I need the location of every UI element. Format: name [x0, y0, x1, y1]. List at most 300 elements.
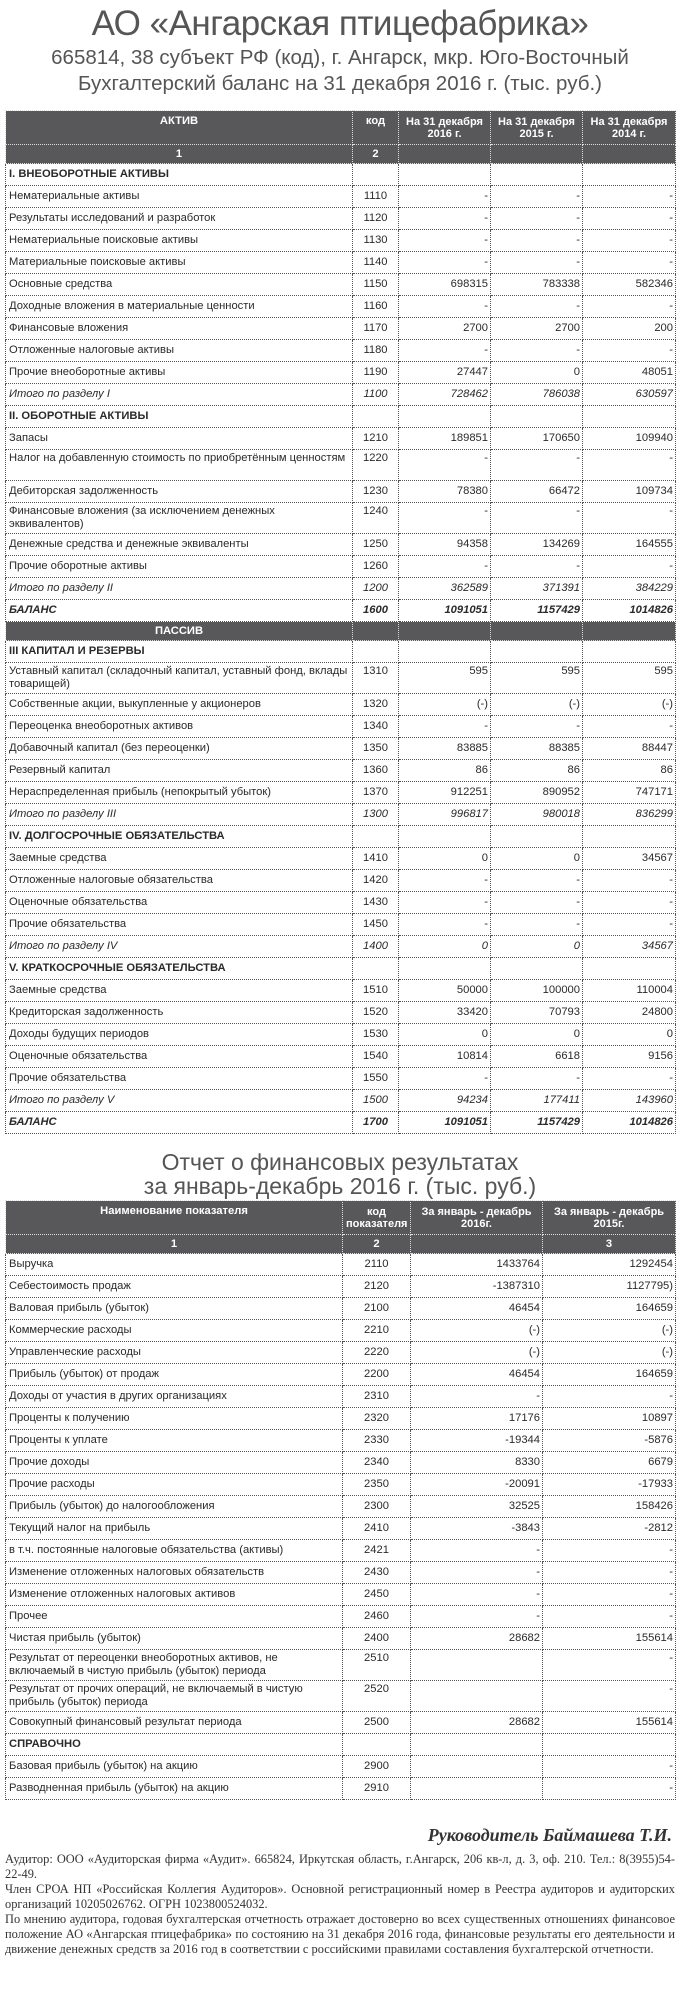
value-v2015: 0 [491, 1024, 583, 1046]
table-row [6, 1474, 676, 1496]
passive-header: ПАССИВ [6, 622, 353, 641]
value-v2015: -5876 [543, 1430, 676, 1452]
column-number [399, 145, 491, 164]
value-v2016: -19344 [411, 1430, 543, 1452]
value-v2014: - [583, 230, 676, 252]
row-name: Чистая прибыль (убыток) [6, 1628, 343, 1650]
row-name: Управленческие расходы [6, 1342, 343, 1364]
value-v2014: 836299 [583, 804, 676, 826]
value-v2016: - [399, 503, 491, 534]
row-name: Текущий налог на прибыль [6, 1518, 343, 1540]
value-v2015 [491, 641, 583, 663]
table-row [6, 1298, 676, 1320]
row-name: Отложенные налоговые обязательства [6, 870, 353, 892]
value-v2014: 1014826 [583, 1112, 676, 1134]
financial-header-row [6, 1201, 676, 1235]
value-v2015 [491, 826, 583, 848]
value-v2015: - [543, 1681, 676, 1712]
row-name: Финансовые вложения (за исключением денежных эквивалентов) [6, 503, 353, 534]
value-v2015: (-) [491, 694, 583, 716]
row-code: 1360 [353, 760, 399, 782]
value-v2015: 170650 [491, 428, 583, 450]
row-name: Итого по разделу II [6, 578, 353, 600]
value-v2016: - [399, 208, 491, 230]
row-code: 1300 [353, 804, 399, 826]
row-code: 2900 [343, 1756, 411, 1778]
value-v2016: (-) [411, 1320, 543, 1342]
value-v2015: - [491, 252, 583, 274]
value-v2014: - [583, 870, 676, 892]
value-v2016: 595 [399, 663, 491, 694]
value-v2015: 177411 [491, 1090, 583, 1112]
row-code: 2120 [343, 1276, 411, 1298]
column-number [491, 145, 583, 164]
value-v2014: 109940 [583, 428, 676, 450]
row-code: 1240 [353, 503, 399, 534]
subtotal-row [6, 804, 676, 826]
value-v2014: - [583, 186, 676, 208]
balance-sheet-title: Бухгалтерский баланс на 31 декабря 2016 г. (тыс. руб.) [78, 72, 602, 95]
subtotal-row [6, 384, 676, 406]
value-v2016: 94234 [399, 1090, 491, 1112]
column-number: 1 [6, 145, 353, 164]
row-name: Нематериальные активы [6, 186, 353, 208]
row-code: 1260 [353, 556, 399, 578]
value-v2016 [399, 826, 491, 848]
value-v2015: - [543, 1650, 676, 1681]
table-row [6, 296, 676, 318]
value-v2015: (-) [543, 1342, 676, 1364]
value-v2016 [411, 1650, 543, 1681]
row-name: Отложенные налоговые активы [6, 340, 353, 362]
value-v2015: 66472 [491, 481, 583, 503]
column-header-2014: На 31 декабря 2014 г. [583, 111, 676, 145]
row-name: Финансовые вложения [6, 318, 353, 340]
row-name: Валовая прибыль (убыток) [6, 1298, 343, 1320]
row-code: 2500 [343, 1712, 411, 1734]
value-v2015: 155614 [543, 1712, 676, 1734]
value-v2014: 630597 [583, 384, 676, 406]
value-v2014: 34567 [583, 848, 676, 870]
value-v2015: - [543, 1606, 676, 1628]
value-v2014: 48051 [583, 362, 676, 384]
table-row [6, 663, 676, 694]
value-v2014: - [583, 716, 676, 738]
row-code: 2320 [343, 1408, 411, 1430]
value-v2015: 6679 [543, 1452, 676, 1474]
value-v2015: - [543, 1584, 676, 1606]
value-v2016: 2700 [399, 318, 491, 340]
row-name: II. ОБОРОТНЫЕ АКТИВЫ [6, 406, 353, 428]
row-code: 2300 [343, 1496, 411, 1518]
value-v2015 [491, 406, 583, 428]
table-row [6, 503, 676, 534]
row-code: 1450 [353, 914, 399, 936]
table-row [6, 1650, 676, 1681]
value-v2016: - [411, 1540, 543, 1562]
row-code: 2110 [343, 1254, 411, 1276]
table-row [6, 208, 676, 230]
value-v2015 [491, 958, 583, 980]
value-v2016 [399, 958, 491, 980]
row-code: 2430 [343, 1562, 411, 1584]
value-v2016: 0 [399, 936, 491, 958]
table-row [6, 450, 676, 481]
value-v2016: - [399, 230, 491, 252]
value-v2015: - [491, 450, 583, 481]
director-signature: Руководитель Баймашева Т.И. [427, 1825, 672, 1845]
value-v2015: 595 [491, 663, 583, 694]
row-name: БАЛАНС [6, 1112, 353, 1134]
company-address: 665814, 38 субъект РФ (код), г. Ангарск, мкр. Юго-Восточный [51, 46, 629, 69]
value-v2015: 980018 [491, 804, 583, 826]
table-row [6, 1002, 676, 1024]
column-number: 3 [543, 1235, 676, 1254]
value-v2016: 362589 [399, 578, 491, 600]
value-v2014: - [583, 252, 676, 274]
value-v2015: - [491, 556, 583, 578]
value-v2016: - [411, 1562, 543, 1584]
header-cell [583, 622, 676, 641]
row-code: 2510 [343, 1650, 411, 1681]
row-name: Себестоимость продаж [6, 1276, 343, 1298]
auditor-opinion: По мнению аудитора, годовая бухгалтерская отчетность отражает достоверно во всех существенных отношениях финансовое положение АО «Ангарская птицефабрика» по состоянию на 31 декабря 2016 года, финансовые результаты его деятельности и движение денежных средств за 2016 год в соответствии с российскими правилами составления бухгалтерской отчетности. [5, 1912, 675, 1956]
row-name: Результаты исследований и разработок [6, 208, 353, 230]
value-v2014: - [583, 892, 676, 914]
table-row [6, 1430, 676, 1452]
balance-column-numbers-row [6, 145, 676, 164]
row-name: Налог на добавленную стоимость по приобретённым ценностям [6, 450, 353, 481]
row-code: 1190 [353, 362, 399, 384]
header-cell [353, 622, 399, 641]
table-row [6, 1584, 676, 1606]
row-code [353, 164, 399, 186]
value-v2016: 996817 [399, 804, 491, 826]
row-name: IV. ДОЛГОСРОЧНЫЕ ОБЯЗАТЕЛЬСТВА [6, 826, 353, 848]
row-name: Проценты к уплате [6, 1430, 343, 1452]
value-v2015: 371391 [491, 578, 583, 600]
value-v2016: 50000 [399, 980, 491, 1002]
row-name: Коммерческие расходы [6, 1320, 343, 1342]
value-v2016: 86 [399, 760, 491, 782]
value-v2014: 88447 [583, 738, 676, 760]
value-v2015: 164659 [543, 1364, 676, 1386]
row-code: 2310 [343, 1386, 411, 1408]
value-v2014: 582346 [583, 274, 676, 296]
value-v2014: 110004 [583, 980, 676, 1002]
value-v2016: - [399, 450, 491, 481]
row-name: Доходные вложения в материальные ценности [6, 296, 353, 318]
value-v2016 [411, 1778, 543, 1800]
column-header-2016: За январь - декабрь 2016г. [411, 1201, 543, 1235]
table-row [6, 1496, 676, 1518]
table-row [6, 318, 676, 340]
value-v2014: 747171 [583, 782, 676, 804]
row-name: Прочие доходы [6, 1452, 343, 1474]
row-code: 1420 [353, 870, 399, 892]
value-v2015: - [491, 340, 583, 362]
row-name: Прочие обязательства [6, 1068, 353, 1090]
table-row [6, 1606, 676, 1628]
row-code: 1600 [353, 600, 399, 622]
value-v2016: 78380 [399, 481, 491, 503]
row-code: 2350 [343, 1474, 411, 1496]
row-name: Уставный капитал (складочный капитал, уставный фонд, вклады товарищей) [6, 663, 353, 694]
value-v2015: - [543, 1562, 676, 1584]
value-v2015: 134269 [491, 534, 583, 556]
value-v2015: - [491, 1068, 583, 1090]
row-name: Материальные поисковые активы [6, 252, 353, 274]
row-name: Итого по разделу III [6, 804, 353, 826]
section-header-row [6, 641, 676, 663]
value-v2014: 24800 [583, 1002, 676, 1024]
balance-header-row [6, 111, 676, 145]
table-row [6, 186, 676, 208]
table-row [6, 230, 676, 252]
value-v2014: 34567 [583, 936, 676, 958]
table-row [6, 870, 676, 892]
value-v2016: 0 [399, 848, 491, 870]
value-v2016: - [399, 556, 491, 578]
table-row [6, 340, 676, 362]
value-v2015: 158426 [543, 1496, 676, 1518]
value-v2015: - [491, 914, 583, 936]
value-v2016: 8330 [411, 1452, 543, 1474]
table-row [6, 1408, 676, 1430]
row-code: 2421 [343, 1540, 411, 1562]
value-v2015: 1292454 [543, 1254, 676, 1276]
value-v2016: 17176 [411, 1408, 543, 1430]
row-name: Оценочные обязательства [6, 892, 353, 914]
value-v2014: 109734 [583, 481, 676, 503]
table-row [6, 556, 676, 578]
value-v2015: 164659 [543, 1298, 676, 1320]
value-v2016: -3843 [411, 1518, 543, 1540]
row-name: III КАПИТАЛ И РЕЗЕРВЫ [6, 641, 353, 663]
auditor-membership: Член СРОА НП «Российская Коллегия Аудиторов». Основной регистрационный номер в Реестра аудиторов и аудиторских организаций 10205026762. ОГРН 1023800524032. [5, 1882, 675, 1911]
table-row [6, 1364, 676, 1386]
row-name: Совокупный финансовый результат периода [6, 1712, 343, 1734]
value-v2015: 88385 [491, 738, 583, 760]
subtotal-row [6, 578, 676, 600]
row-code: 2340 [343, 1452, 411, 1474]
value-v2014 [583, 164, 676, 186]
value-v2016: - [399, 870, 491, 892]
auditor-statement [5, 1852, 675, 1957]
balance-total-row [6, 1112, 676, 1134]
table-row [6, 892, 676, 914]
row-name: Переоценка внеоборотных активов [6, 716, 353, 738]
table-row [6, 481, 676, 503]
row-name: Прочие внеоборотные активы [6, 362, 353, 384]
row-code [353, 826, 399, 848]
value-v2016: 28682 [411, 1628, 543, 1650]
value-v2014: 164555 [583, 534, 676, 556]
column-header-2016: На 31 декабря 2016 г. [399, 111, 491, 145]
table-row [6, 1756, 676, 1778]
value-v2015: 100000 [491, 980, 583, 1002]
table-row [6, 980, 676, 1002]
row-code: 1520 [353, 1002, 399, 1024]
passive-header-row [6, 622, 676, 641]
table-row [6, 1046, 676, 1068]
row-code: 1510 [353, 980, 399, 1002]
value-v2015: - [491, 892, 583, 914]
row-code: 1140 [353, 252, 399, 274]
row-code: 1350 [353, 738, 399, 760]
table-row [6, 534, 676, 556]
row-name: V. КРАТКОСРОЧНЫЕ ОБЯЗАТЕЛЬСТВА [6, 958, 353, 980]
table-row [6, 1540, 676, 1562]
value-v2015: 0 [491, 362, 583, 384]
value-v2014: 200 [583, 318, 676, 340]
value-v2016: - [399, 296, 491, 318]
row-code: 1200 [353, 578, 399, 600]
table-row [6, 694, 676, 716]
value-v2015: 783338 [491, 274, 583, 296]
column-header-indicator: Наименование показателя [6, 1201, 343, 1235]
row-name: Резервный капитал [6, 760, 353, 782]
value-v2016: 27447 [399, 362, 491, 384]
value-v2015: 1157429 [491, 1112, 583, 1134]
row-name: Прибыль (убыток) от продаж [6, 1364, 343, 1386]
value-v2014: - [583, 503, 676, 534]
value-v2016: 1091051 [399, 600, 491, 622]
row-name: Итого по разделу V [6, 1090, 353, 1112]
table-row [6, 1254, 676, 1276]
value-v2015: - [543, 1756, 676, 1778]
row-code: 1230 [353, 481, 399, 503]
value-v2016: - [411, 1584, 543, 1606]
value-v2015: (-) [543, 1320, 676, 1342]
row-name: Прочие расходы [6, 1474, 343, 1496]
value-v2016: (-) [399, 694, 491, 716]
table-row [6, 1320, 676, 1342]
value-v2016: - [411, 1606, 543, 1628]
value-v2016: 46454 [411, 1364, 543, 1386]
value-v2015: - [491, 870, 583, 892]
value-v2014: 143960 [583, 1090, 676, 1112]
value-v2014: 0 [583, 1024, 676, 1046]
value-v2016: 28682 [411, 1712, 543, 1734]
value-v2016: 32525 [411, 1496, 543, 1518]
value-v2014: 86 [583, 760, 676, 782]
value-v2016: - [411, 1386, 543, 1408]
row-name: Оценочные обязательства [6, 1046, 353, 1068]
value-v2016 [411, 1681, 543, 1712]
row-name: Запасы [6, 428, 353, 450]
table-row [6, 782, 676, 804]
financial-results-title: Отчет о финансовых результатах [161, 1149, 519, 1175]
financial-results-period: за январь-декабрь 2016 г. (тыс. руб.) [143, 1173, 537, 1199]
row-name: Заемные средства [6, 980, 353, 1002]
row-code: 2910 [343, 1778, 411, 1800]
value-v2015: 2700 [491, 318, 583, 340]
row-code: 1540 [353, 1046, 399, 1068]
row-code: 1400 [353, 936, 399, 958]
table-row [6, 760, 676, 782]
row-code: 2100 [343, 1298, 411, 1320]
company-title: АО «Ангарская птицефабрика» [91, 4, 589, 43]
value-v2015: 70793 [491, 1002, 583, 1024]
column-header-2015: За январь - декабрь 2015г. [543, 1201, 676, 1235]
table-row [6, 1386, 676, 1408]
value-v2015: 786038 [491, 384, 583, 406]
balance-sheet-table [5, 110, 676, 1134]
column-number [583, 145, 676, 164]
row-code: 2220 [343, 1342, 411, 1364]
value-v2015: 1127795) [543, 1276, 676, 1298]
financial-column-numbers-row [6, 1235, 676, 1254]
row-name: Итого по разделу IV [6, 936, 353, 958]
row-name: Прочее [6, 1606, 343, 1628]
value-v2016: 189851 [399, 428, 491, 450]
value-v2015: - [543, 1778, 676, 1800]
section-header-row [6, 958, 676, 980]
value-v2014 [583, 406, 676, 428]
row-code: 1320 [353, 694, 399, 716]
table-row [6, 848, 676, 870]
value-v2014: - [583, 556, 676, 578]
table-row [6, 738, 676, 760]
table-row [6, 1024, 676, 1046]
section-header-row [6, 826, 676, 848]
row-code [353, 406, 399, 428]
value-v2015: - [491, 186, 583, 208]
value-v2016: (-) [411, 1342, 543, 1364]
value-v2016 [399, 164, 491, 186]
row-code: 1210 [353, 428, 399, 450]
table-row [6, 362, 676, 384]
row-code: 1530 [353, 1024, 399, 1046]
value-v2015: 6618 [491, 1046, 583, 1068]
table-row [6, 1276, 676, 1298]
row-code [353, 958, 399, 980]
value-v2016: -20091 [411, 1474, 543, 1496]
value-v2016: -1387310 [411, 1276, 543, 1298]
table-row [6, 1518, 676, 1540]
column-header-2015: На 31 декабря 2015 г. [491, 111, 583, 145]
row-name: Выручка [6, 1254, 343, 1276]
value-v2016: 83885 [399, 738, 491, 760]
value-v2016 [411, 1734, 543, 1756]
value-v2015: - [491, 208, 583, 230]
value-v2014: - [583, 450, 676, 481]
row-name: БАЛАНС [6, 600, 353, 622]
row-code: 1500 [353, 1090, 399, 1112]
row-name: I. ВНЕОБОРОТНЫЕ АКТИВЫ [6, 164, 353, 186]
row-name: Проценты к получению [6, 1408, 343, 1430]
value-v2015: - [491, 296, 583, 318]
value-v2014: - [583, 296, 676, 318]
table-row [6, 1628, 676, 1650]
table-row [6, 1068, 676, 1090]
value-v2015 [543, 1734, 676, 1756]
table-row [6, 1712, 676, 1734]
row-name: Изменение отложенных налоговых обязательств [6, 1562, 343, 1584]
value-v2014: - [583, 340, 676, 362]
value-v2015: 1157429 [491, 600, 583, 622]
column-header-code: код [353, 111, 399, 145]
value-v2016: - [399, 340, 491, 362]
row-code: 2460 [343, 1606, 411, 1628]
table-row [6, 1562, 676, 1584]
value-v2016: 33420 [399, 1002, 491, 1024]
value-v2014: 384229 [583, 578, 676, 600]
table-row [6, 1778, 676, 1800]
table-row [6, 252, 676, 274]
value-v2016: 728462 [399, 384, 491, 406]
